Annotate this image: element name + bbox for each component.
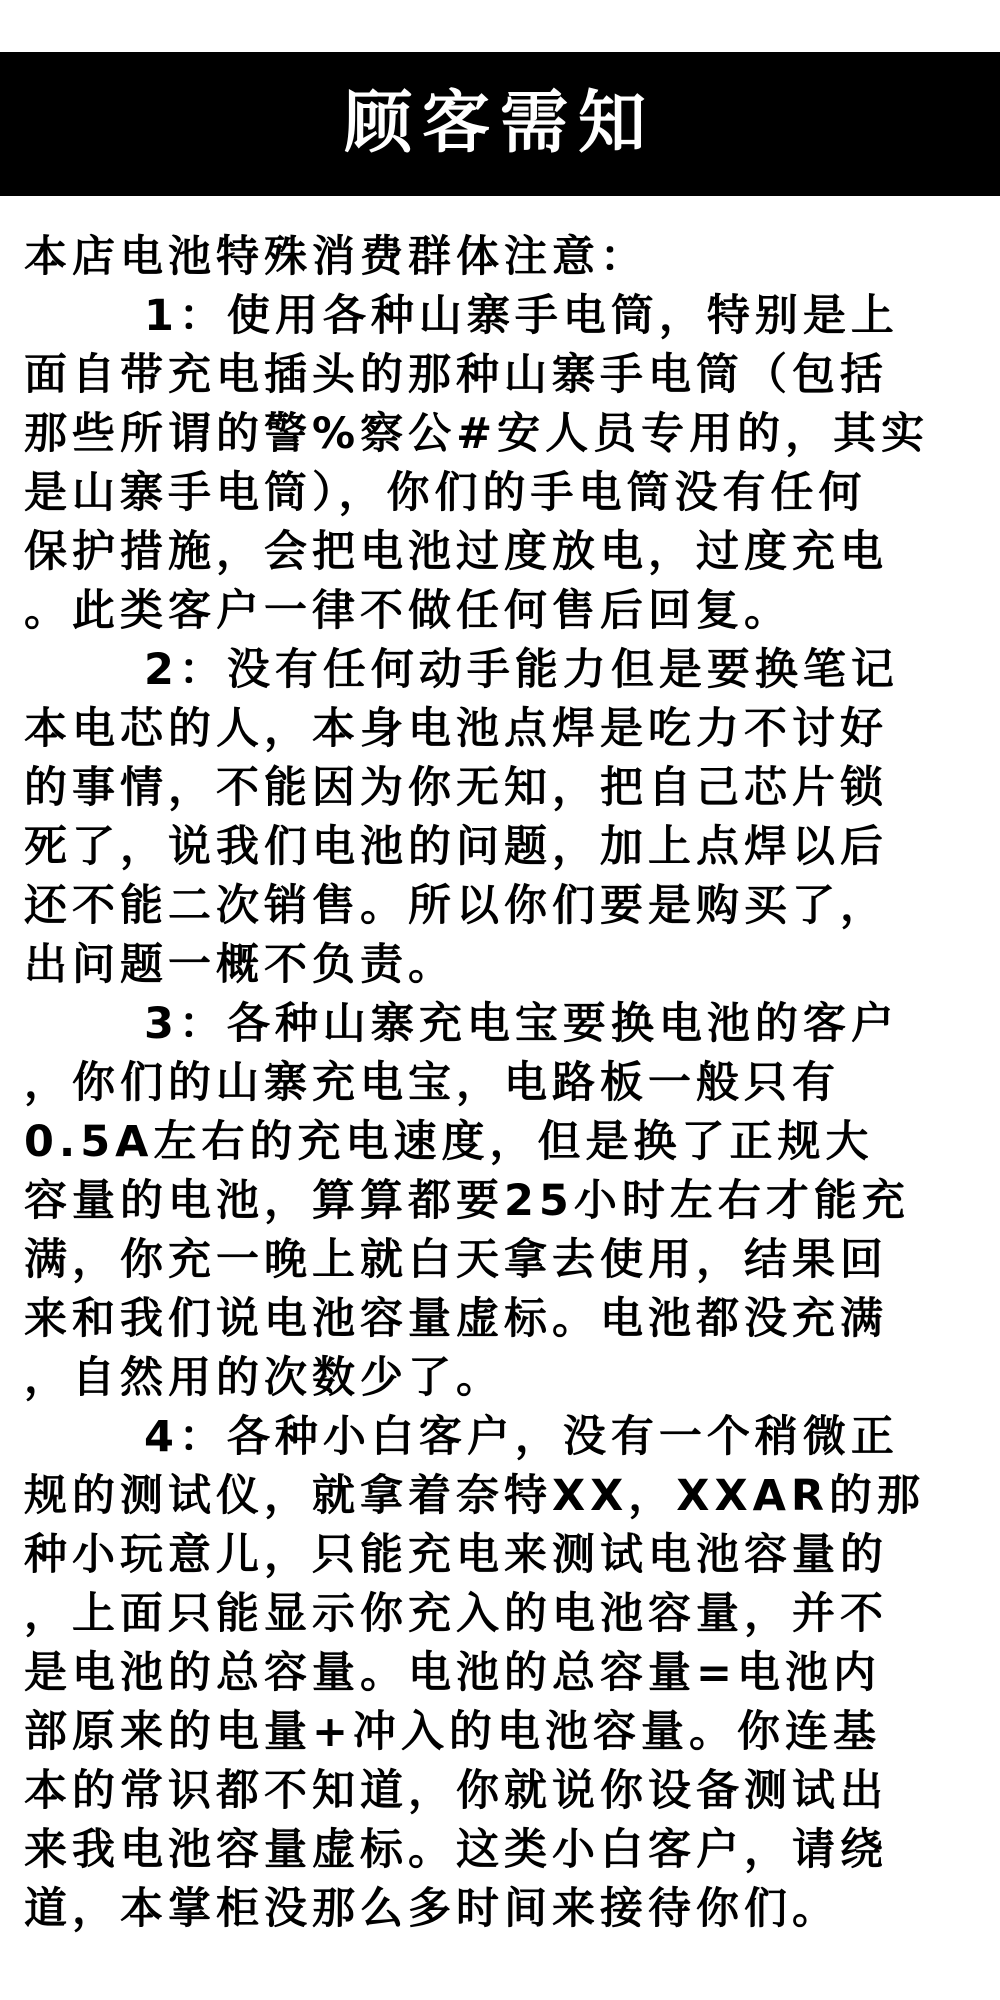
notice-line: 那些所谓的警%察公#安人员专用的，其实 [24, 409, 930, 459]
notice-item-1 [24, 287, 976, 641]
notice-line: 0.5A左右的充电速度，但是换了正规大 [24, 1117, 874, 1167]
notice-line: 满，你充一晚上就白天拿去使用，结果回 [24, 1235, 888, 1285]
title-banner [0, 52, 1000, 196]
notice-line: 本电芯的人，本身电池点焊是吃力不讨好 [24, 704, 888, 754]
notice-body [24, 228, 976, 1939]
notice-line: 容量的电池，算算都要25小时左右才能充 [24, 1176, 910, 1226]
notice-line: 来和我们说电池容量虚标。电池都没充满 [24, 1294, 888, 1344]
notice-item-4 [24, 1408, 976, 1939]
intro-text: 本店电池特殊消费群体注意： [24, 232, 648, 282]
notice-line: 来我电池容量虚标。这类小白客户，请绕 [24, 1825, 888, 1875]
notice-line: 。此类客户一律不做任何售后回复。 [24, 586, 792, 636]
notice-line: ，上面只能显示你充入的电池容量，并不 [24, 1589, 888, 1639]
notice-line: 1：使用各种山寨手电筒，特别是上 [144, 291, 899, 341]
notice-line: 死了，说我们电池的问题，加上点焊以后 [24, 822, 888, 872]
notice-line: 是山寨手电筒），你们的手电筒没有任何 [24, 468, 867, 518]
notice-line: 出问题一概不负责。 [24, 940, 456, 990]
notice-line: 规的测试仪，就拿着奈特XX，XXAR的那 [24, 1471, 926, 1521]
notice-line: 是电池的总容量。电池的总容量=电池内 [24, 1648, 882, 1698]
notice-line: 2：没有任何动手能力但是要换笔记 [144, 645, 899, 695]
notice-line: 3：各种山寨充电宝要换电池的客户 [144, 999, 899, 1049]
notice-line: ，你们的山寨充电宝，电路板一般只有 [24, 1058, 840, 1108]
notice-line: ，自然用的次数少了。 [24, 1353, 504, 1403]
notice-line: 面自带充电插头的那种山寨手电筒（包括 [24, 350, 888, 400]
notice-line: 的事情，不能因为你无知，把自己芯片锁 [24, 763, 888, 813]
notice-item-2 [24, 641, 976, 995]
notice-line: 部原来的电量+冲入的电池容量。你连基 [24, 1707, 882, 1757]
notice-line: 保护措施，会把电池过度放电，过度充电 [24, 527, 888, 577]
notice-item-3 [24, 995, 976, 1408]
page-title: 顾客需知 [343, 84, 656, 163]
notice-line: 道，本掌柜没那么多时间来接待你们。 [24, 1884, 840, 1934]
notice-line: 种小玩意儿，只能充电来测试电池容量的 [24, 1530, 888, 1580]
notice-line: 还不能二次销售。所以你们要是购买了， [24, 881, 888, 931]
notice-line: 4：各种小白客户，没有一个稍微正 [144, 1412, 899, 1462]
notice-line: 本的常识都不知道，你就说你设备测试出 [24, 1766, 888, 1816]
